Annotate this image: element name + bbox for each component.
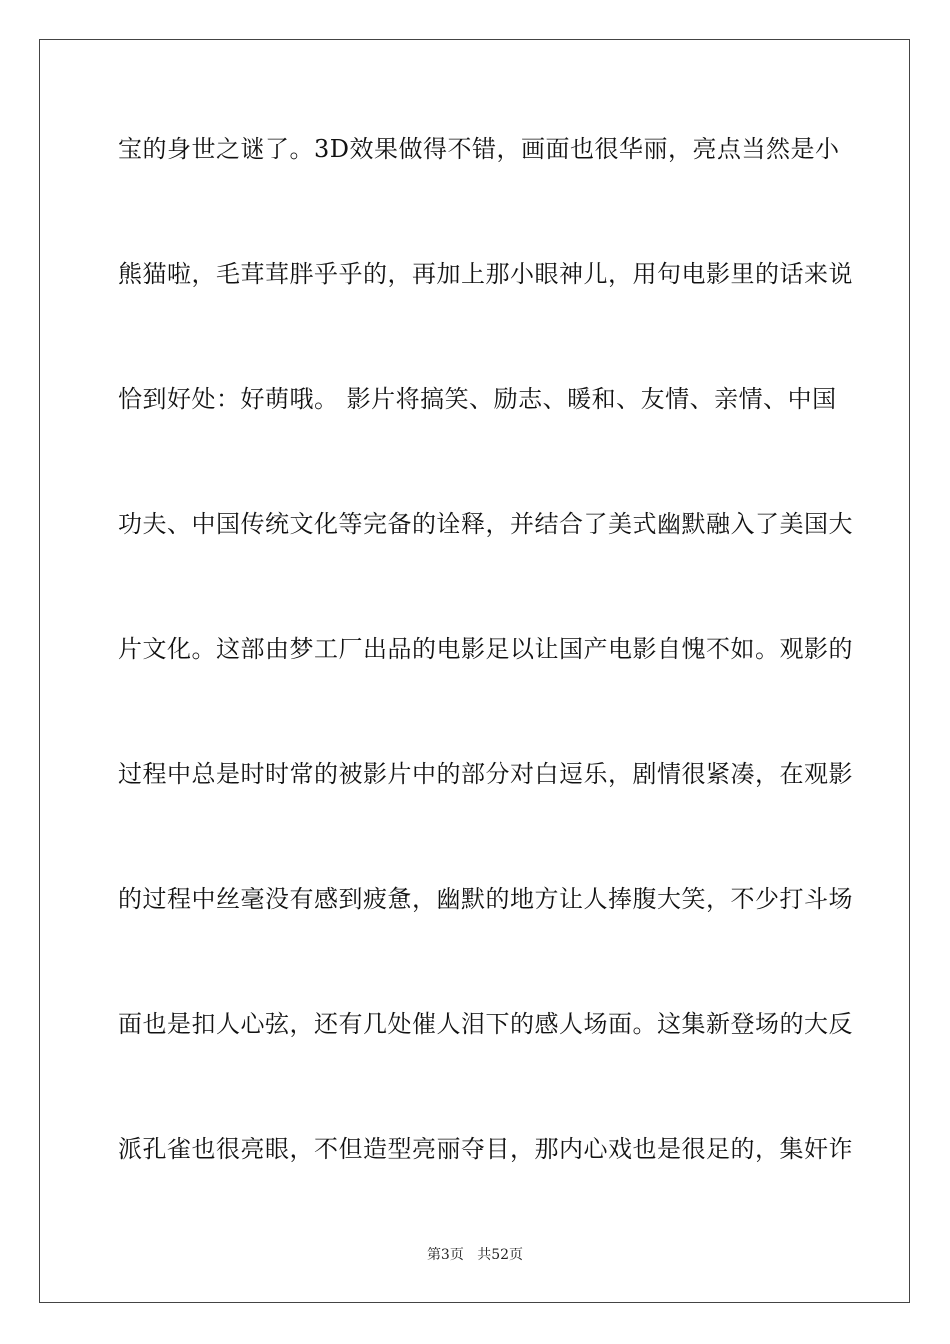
- text-line: 的过程中丝毫没有感到疲惫，幽默的地方让人捧腹大笑，不少打斗场: [118, 885, 853, 913]
- page-total: 共52页: [477, 1247, 524, 1263]
- text-line: 过程中总是时时常的被影片中的部分对白逗乐，剧情很紧凑，在观影: [118, 760, 853, 788]
- page-footer: [0, 1246, 950, 1264]
- text-line: 熊猫啦，毛茸茸胖乎乎的，再加上那小眼神儿，用句电影里的话来说: [118, 260, 853, 288]
- text-line: 片文化。这部由梦工厂出品的电影足以让国产电影自愧不如。观影的: [118, 635, 853, 663]
- text-line: 宝的身世之谜了。3D效果做得不错，画面也很华丽，亮点当然是小: [118, 135, 840, 163]
- text-line: 功夫、中国传统文化等完备的诠释，并结合了美式幽默融入了美国大: [118, 510, 853, 538]
- page-border: [39, 39, 910, 1303]
- text-line: 面也是扣人心弦，还有几处催人泪下的感人场面。这集新登场的大反: [118, 1010, 853, 1038]
- text-line: 派孔雀也很亮眼，不但造型亮丽夺目，那内心戏也是很足的，集奸诈: [118, 1135, 853, 1163]
- page-number: 第3页: [426, 1247, 464, 1263]
- text-line: 恰到好处：好萌哦。 影片将搞笑、励志、暖和、友情、亲情、中国: [118, 385, 837, 413]
